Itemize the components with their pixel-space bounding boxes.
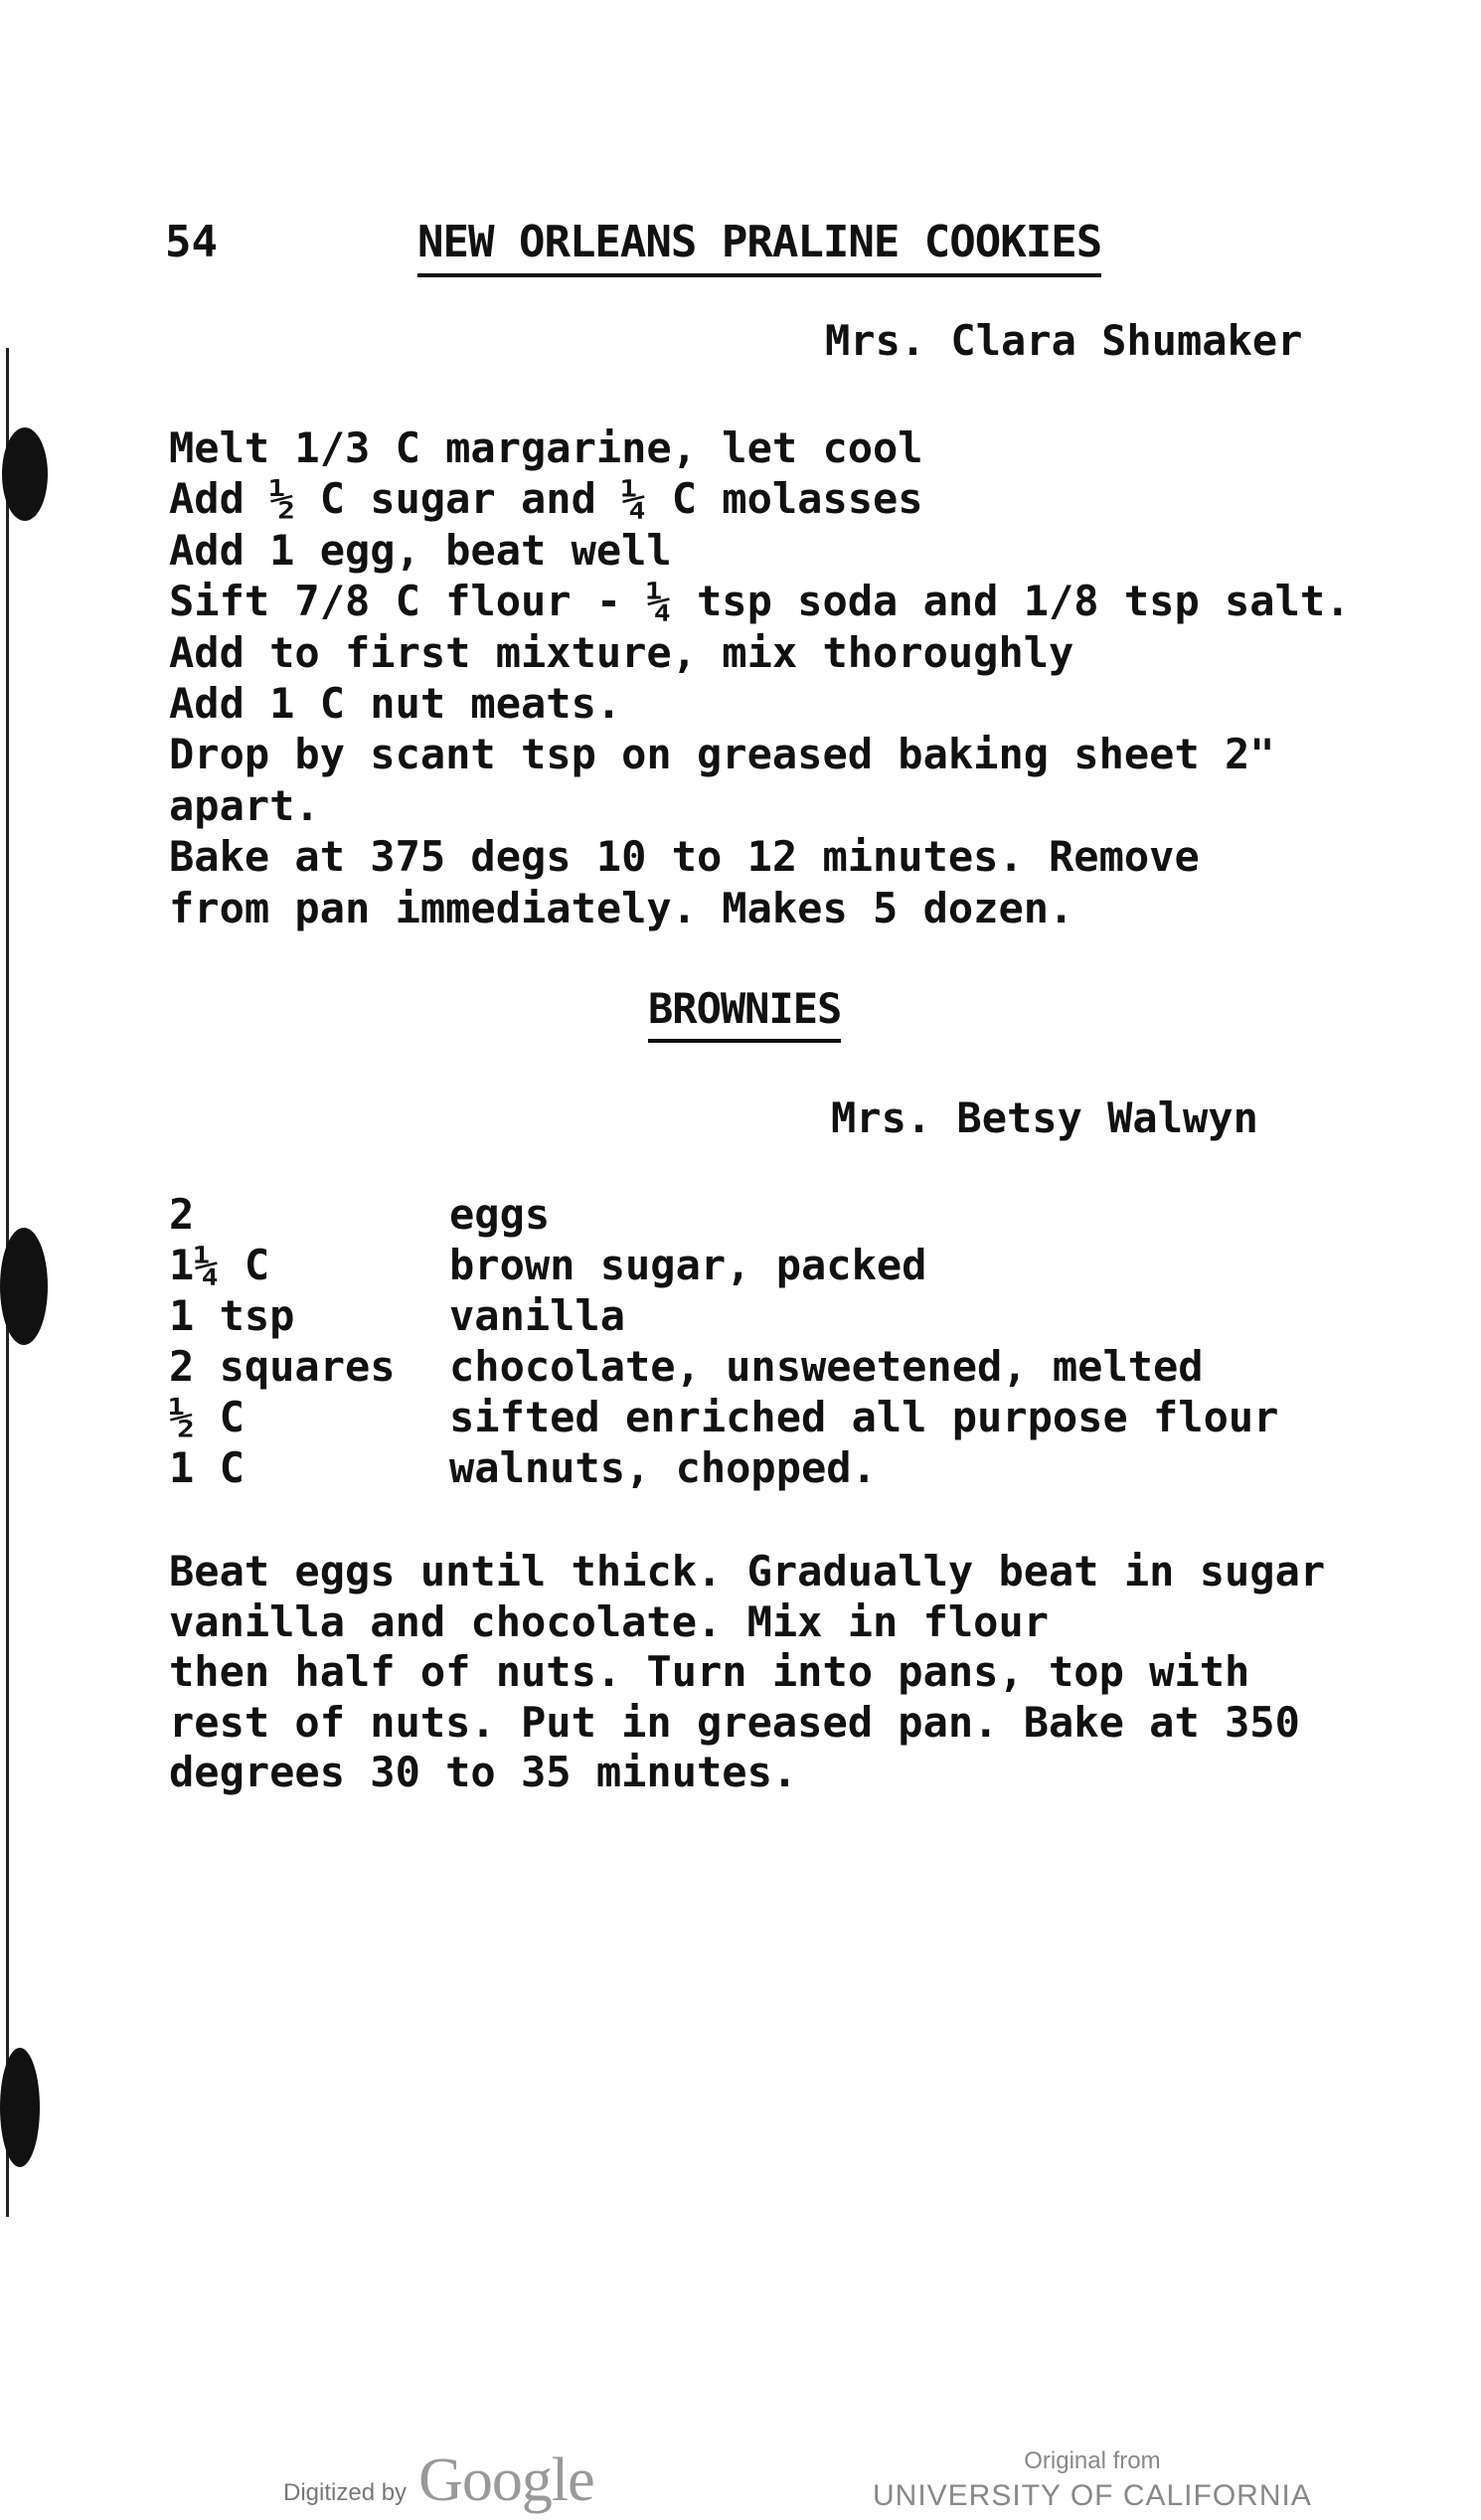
punch-hole-middle <box>0 1228 48 1345</box>
ingredient-quantity: 1 tsp <box>169 1291 295 1340</box>
ingredient-item: eggs <box>449 1190 551 1239</box>
punch-hole-top <box>2 427 48 521</box>
method-line: rest of nuts. Put in greased pan. Bake at 350 <box>169 1697 1300 1747</box>
ingredient-item: chocolate, unsweetened, melted <box>449 1342 1204 1391</box>
instruction-line: Add ½ C sugar and ¼ C molasses <box>169 474 923 524</box>
original-source-credit <box>873 2447 1312 2513</box>
ingredient-quantity: 1 C <box>169 1443 245 1492</box>
brownies-method <box>169 1547 1325 1798</box>
page-number: 54 <box>165 217 218 267</box>
punch-hole-bottom <box>0 2048 40 2167</box>
digitized-label: Digitized by <box>283 2479 408 2506</box>
ingredient-row <box>169 1442 1278 1493</box>
method-line: Beat eggs until thick. Gradually beat in sugar <box>169 1547 1326 1596</box>
recipe-title-praline-cookies: NEW ORLEANS PRALINE COOKIES <box>417 217 1101 277</box>
ingredient-item: walnuts, chopped. <box>449 1443 877 1492</box>
recipe-author-brownies: Mrs. Betsy Walwyn <box>831 1093 1258 1142</box>
recipe-author-praline-cookies: Mrs. Clara Shumaker <box>825 316 1303 365</box>
ingredient-row <box>169 1189 1278 1240</box>
instruction-line: Bake at 375 degs 10 to 12 minutes. Remove <box>169 832 1200 882</box>
instruction-line: Melt 1/3 C margarine, let cool <box>169 423 923 472</box>
instruction-line: Sift 7/8 C flour - ¼ tsp soda and 1/8 tsp salt. <box>169 577 1351 626</box>
ingredient-quantity: ½ C <box>169 1393 245 1441</box>
instruction-line: Add 1 egg, beat well <box>169 525 672 575</box>
google-logo: Google <box>418 2446 594 2514</box>
ingredient-quantity: 2 squares <box>169 1342 396 1391</box>
method-line: vanilla and chocolate. Mix in flour <box>169 1596 1050 1646</box>
digitized-by-credit <box>283 2445 594 2516</box>
instruction-line: Drop by scant tsp on greased baking sheet 2" <box>169 730 1275 779</box>
ingredient-quantity: 2 <box>169 1190 195 1239</box>
praline-cookies-instructions <box>169 422 1350 933</box>
instruction-line: Add 1 C nut meats. <box>169 679 622 729</box>
ingredient-row <box>169 1290 1278 1341</box>
method-line: degrees 30 to 35 minutes. <box>169 1748 798 1796</box>
recipe-title-brownies: BROWNIES <box>648 984 841 1043</box>
instruction-line: apart. <box>169 780 320 830</box>
instruction-line: from pan immediately. Makes 5 dozen. <box>169 883 1074 932</box>
original-from-label: Original from <box>1024 2447 1161 2474</box>
ingredient-item: vanilla <box>449 1291 626 1340</box>
ingredient-item: sifted enriched all purpose flour <box>449 1393 1279 1441</box>
method-line: then half of nuts. Turn into pans, top with <box>169 1647 1250 1696</box>
ingredient-quantity: 1¼ C <box>169 1241 270 1289</box>
instruction-line: Add to first mixture, mix thoroughly <box>169 627 1074 677</box>
original-institution: UNIVERSITY OF CALIFORNIA <box>873 2479 1312 2512</box>
ingredient-row <box>169 1341 1278 1392</box>
ingredient-row <box>169 1240 1278 1290</box>
ingredient-row <box>169 1392 1278 1442</box>
brownies-ingredient-list <box>169 1189 1278 1493</box>
ingredient-item: brown sugar, packed <box>449 1241 927 1289</box>
